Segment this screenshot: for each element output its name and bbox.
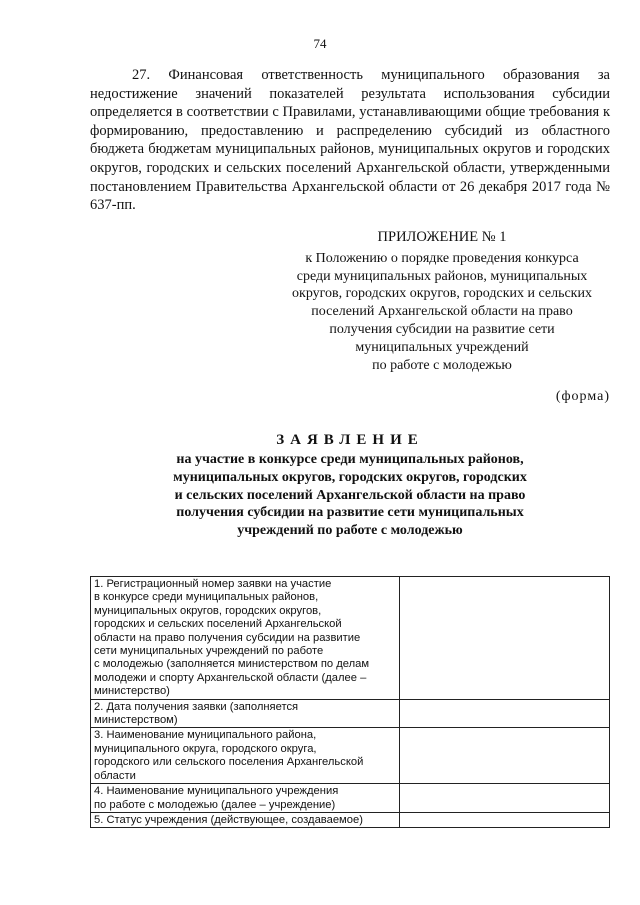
appendix-line: муниципальных учреждений xyxy=(355,339,529,355)
table-row xyxy=(91,699,610,728)
statement-subtitle-line: учреждений по работе с молодежью xyxy=(237,523,463,539)
question-line: с молодежью (заполняется министерством по делам xyxy=(94,658,370,671)
forma-label: (форма) xyxy=(555,389,610,404)
answer-cell[interactable] xyxy=(400,812,610,827)
appendix-line: к Положению о порядке проведения конкурса xyxy=(305,250,579,266)
question-line: муниципального округа, городского округа, xyxy=(94,742,317,755)
appendix-line: поселений Архангельской области на право xyxy=(311,304,573,320)
appendix-block xyxy=(268,229,616,374)
question-line: 4. Наименование муниципального учреждения xyxy=(94,785,339,798)
table-row xyxy=(91,577,610,700)
answer-cell[interactable] xyxy=(400,784,610,813)
question-line: 1. Регистрационный номер заявки на участие xyxy=(94,578,332,590)
question-line: области на право получения субсидии на развитие xyxy=(94,631,361,644)
question-line: в конкурсе среди муниципальных районов, xyxy=(94,591,319,604)
statement-subtitle-line: получения субсидии на развитие сети муниципальных xyxy=(176,505,524,521)
question-cell xyxy=(91,728,400,784)
answer-cell[interactable] xyxy=(400,699,610,728)
table-row xyxy=(91,812,610,827)
statement-heading xyxy=(90,432,610,540)
page-number: 74 xyxy=(313,36,327,51)
question-line: 5. Статус учреждения (действующее, создаваемое) xyxy=(94,813,363,826)
appendix-line: среди муниципальных районов, муниципальных xyxy=(296,268,588,284)
question-line: городского или сельского поселения Архангельской xyxy=(94,756,364,769)
statement-subtitle-line: и сельских поселений Архангельской области на право xyxy=(174,487,526,503)
table-row xyxy=(91,784,610,813)
paragraph-27 xyxy=(90,66,610,215)
question-cell xyxy=(91,699,400,728)
question-line: сети муниципальных учреждений по работе xyxy=(94,645,324,658)
question-line: городских и сельских поселений Архангельской xyxy=(94,618,342,631)
appendix-line: получения субсидии на развитие сети xyxy=(329,321,555,337)
question-line: по работе с молодежью (далее – учреждение) xyxy=(94,798,336,811)
question-cell xyxy=(91,577,400,700)
statement-subtitle-line: на участие в конкурсе среди муниципальных районов, xyxy=(176,452,524,467)
appendix-line: по работе с молодежью xyxy=(372,357,512,373)
statement-title: ЗАЯВЛЕНИЕ xyxy=(276,432,424,448)
question-line: муниципальных округов, городских округов, xyxy=(94,604,322,617)
question-line: 3. Наименование муниципального района, xyxy=(94,729,317,742)
question-cell xyxy=(91,784,400,813)
answer-cell[interactable] xyxy=(400,728,610,784)
appendix-line: округов, городских округов, городских и сельских xyxy=(292,286,592,302)
appendix-title: ПРИЛОЖЕНИЕ № 1 xyxy=(377,229,507,245)
question-line: министерство) xyxy=(94,685,170,698)
paragraph-27-text: 27. Финансовая ответственность муниципального образования за недостижение значений показателей результата использования субсидии определяется в соответствии с Правилами, устанавливающими общие требования к формированию, предоставлению и распределению субсидий из областного бюджета бюджетам муниципальных районов, муниципальных округов и городских округов, городских и сельских поселений Архангельской области, утвержденными постановлением Правительства Архангельской области от 26 декабря 2017 года № 637-пп. xyxy=(90,67,610,214)
answer-cell[interactable] xyxy=(400,577,610,700)
question-line: области xyxy=(94,769,136,782)
question-line: министерством) xyxy=(94,714,178,727)
table-row xyxy=(91,728,610,784)
question-cell xyxy=(91,812,400,827)
question-line: молодежи и спорту Архангельской области (далее – xyxy=(94,671,367,684)
statement-subtitle-line: муниципальных округов, городских округов, городских xyxy=(173,469,527,485)
application-form-table xyxy=(90,576,610,828)
question-line: 2. Дата получения заявки (заполняется xyxy=(94,700,299,713)
